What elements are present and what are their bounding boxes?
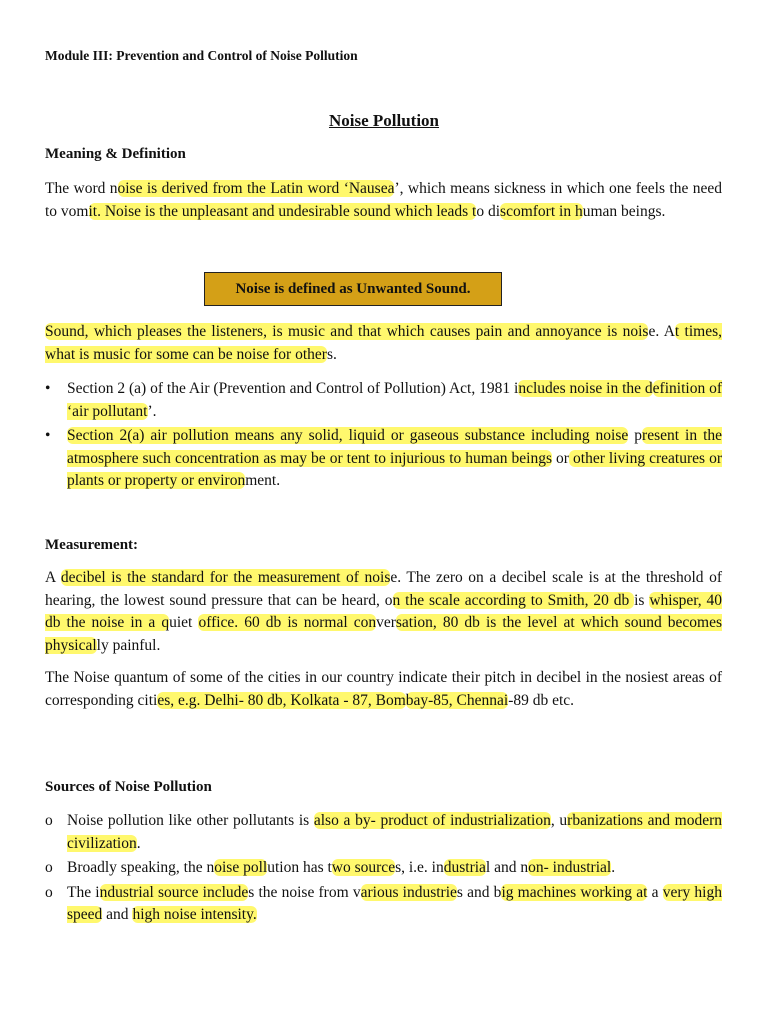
list-marker: o xyxy=(45,812,53,829)
bullet-marker: • xyxy=(45,427,51,444)
list-marker: o xyxy=(45,859,53,876)
measurement-paragraph: A decibel is the standard for the measurement of noise. The zero on a decibel scale is at the threshold of hearing, the lowest sound pressure that can be heard, on the scale according to Smith, 20 db is whisper, 40 db the noise in a quiet office. 60 db is normal conversation, 80 db is the level at which sound becomes physically painful. xyxy=(45,569,723,654)
list-marker: o xyxy=(45,883,53,901)
bullet-marker: • xyxy=(45,380,51,397)
list-item: o Broadly speaking, the noise pollution has two sources, i.e. industrial and non- industrial. xyxy=(45,857,722,880)
list-item: o Noise pollution like other pollutants is also a by- product of industrialization, urbanizations and modern civilization. xyxy=(45,812,723,852)
music-noise-paragraph: Sound, which pleases the listeners, is music and that which causes pain and annoyance is noise. At times, what is music for some can be noise for others. xyxy=(45,323,723,363)
cities-paragraph: The Noise quantum of some of the cities in our country indicate their pitch in decibel in the nosiest areas of corresponding cities, e.g. Delhi- 80 db, Kolkata - 87, Bombay-85, Chennai-89 db etc. xyxy=(45,669,722,709)
meaning-paragraph: The word noise is derived from the Latin word ‘Nausea’, which means sickness in which one feels the need to vomit. Noise is the unpleasant and undesirable sound which leads to discomfort in human beings. xyxy=(45,180,722,220)
act-bullet-list xyxy=(45,378,722,495)
sources-heading: Sources of Noise Pollution xyxy=(45,779,212,795)
list-item: • Section 2(a) air pollution means any solid, liquid or gaseous substance including noise present in the atmosphere such concentration as may be or tent to injurious to human beings or other living creatures or plants or property or environment. xyxy=(45,427,723,489)
definition-box: Noise is defined as Unwanted Sound. xyxy=(204,272,502,306)
sources-list xyxy=(45,810,722,929)
list-item: • Section 2 (a) of the Air (Prevention and Control of Pollution) Act, 1981 includes noise in the definition of ‘air pollutant’. xyxy=(45,380,722,420)
module-heading: Module III: Prevention and Control of Noise Pollution xyxy=(45,48,358,63)
page-title: Noise Pollution xyxy=(328,111,440,130)
measurement-heading: Measurement: xyxy=(45,537,139,553)
meaning-heading: Meaning & Definition xyxy=(45,146,186,162)
list-item: o The industrial source includes the noise from various industries and big machines working at a very high speed and high noise intensity. xyxy=(45,883,722,923)
